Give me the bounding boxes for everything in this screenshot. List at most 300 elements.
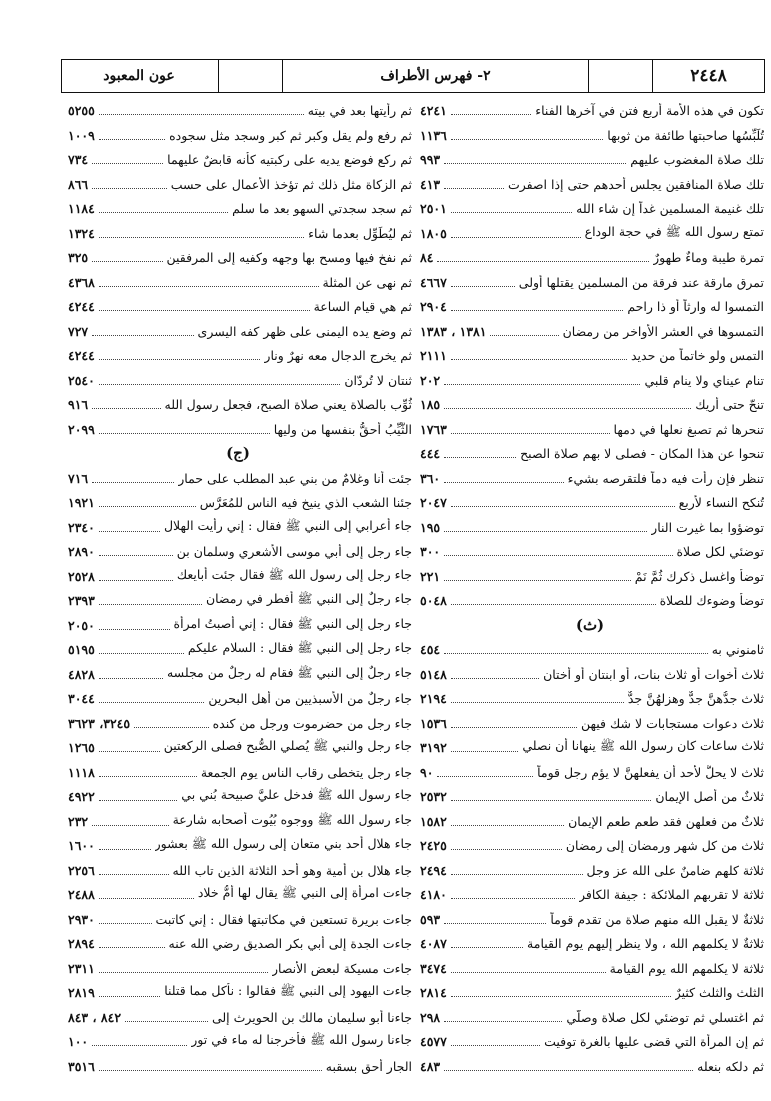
hadith-number: ٣١٩٢: [420, 739, 447, 755]
hadith-number: ٢٥٢٨: [68, 568, 95, 584]
book-title: [60, 60, 218, 92]
index-entry: [420, 1055, 764, 1077]
entry-text: ثلاثة كلهم ضامنٌ على الله عز وجل: [586, 862, 764, 878]
dot-leader: [99, 963, 268, 973]
hadith-number: ١٨٥: [420, 396, 441, 412]
entry-text: ثم اغتسلي ثم توضئي لكل صلاة وصلّي: [566, 1009, 764, 1025]
dot-leader: [92, 252, 162, 262]
dot-leader: [99, 914, 152, 924]
index-entry: [68, 614, 412, 636]
dot-leader: [444, 448, 516, 458]
entry-text: جاءت مسيكة لبعض الأنصار: [271, 960, 412, 976]
dot-leader: [92, 154, 163, 164]
dot-leader: [444, 1061, 693, 1071]
dot-leader: [444, 546, 672, 556]
dot-leader: [451, 424, 610, 434]
index-entry: [68, 663, 412, 685]
entry-text: التمسوا له وارثاً أو ذا راحم: [627, 298, 764, 314]
dot-leader: [444, 522, 647, 532]
dot-leader: [99, 595, 202, 605]
index-entry: [420, 834, 764, 856]
dot-leader: [451, 595, 656, 605]
dot-leader: [99, 669, 163, 679]
entry-text: تُنكح النساء لأربع: [678, 494, 764, 510]
entry-text: ثم الزكاة مثل ذلك ثم تؤخذ الأعمال على حسب: [170, 176, 412, 192]
dot-leader: [490, 326, 558, 336]
dot-leader: [99, 522, 160, 532]
hadith-number: ٤٩٢٢: [68, 788, 95, 804]
entry-text: جاءت الجدة إلى أبي بكر الصديق رضي الله عنه: [168, 935, 412, 951]
hadith-number: ١٨٠٥: [420, 225, 447, 241]
hadith-number: ١١٣٦: [420, 127, 447, 143]
hadith-number: ٢٨١٩: [68, 984, 95, 1000]
entry-text: تنام عيناي ولا ينام قلبي: [644, 372, 764, 388]
entry-text: جاء هلال بن أمية وهو أحد الثلاثة الذين تاب الله: [172, 862, 412, 878]
dot-leader: [451, 938, 523, 948]
hadith-number: ٢٢٥٦: [68, 862, 95, 878]
entry-text: ثلاثٌ من فعلهن فقد طعم طعم الإيمان: [568, 813, 764, 829]
dot-leader: [444, 399, 691, 409]
hadith-number: ٢٩٠٤: [420, 298, 447, 314]
hadith-number: ٢٢١: [420, 568, 441, 584]
index-entry: [68, 516, 412, 538]
entry-text: تلك غنيمة المسلمين غداً إن شاء الله: [576, 200, 764, 216]
dot-leader: [451, 105, 531, 115]
dot-leader: [99, 105, 304, 115]
dot-leader: [451, 816, 564, 826]
entry-text: توضؤوا بما غيرت النار: [651, 519, 764, 535]
index-entry: [68, 981, 412, 1003]
dot-leader: [99, 277, 319, 287]
hadith-number: ٤٨٣: [420, 1058, 441, 1074]
index-entry: [68, 491, 412, 513]
entry-text: تكون في هذه الأمة أربع فتن في آخرها الفناء: [535, 102, 764, 118]
index-entry: [420, 442, 764, 464]
index-entry: [420, 222, 764, 244]
entry-text: تُلَبِّسُها صاحبتها طائفة من ثوبها: [607, 127, 764, 143]
header-spacer: [218, 60, 282, 92]
hadith-number: ٢٣٩٣: [68, 592, 95, 608]
dot-leader: [444, 375, 640, 385]
hadith-number: ٩٠: [420, 764, 434, 780]
hadith-number: ٢٨٩٤: [68, 935, 95, 951]
hadith-number: ٢٤٢٥: [420, 837, 447, 853]
index-entry: [420, 663, 764, 685]
hadith-number: ٧٢٧: [68, 323, 89, 339]
entry-text: ثلاثٌ من أصل الإيمان: [655, 788, 764, 804]
index-entry: [68, 418, 412, 440]
dot-leader: [99, 620, 170, 630]
dot-leader: [92, 816, 168, 826]
hadith-number: ٤٦٦٧: [420, 274, 447, 290]
hadith-number: ٢٨٩٠: [68, 543, 95, 559]
index-entry: [420, 124, 764, 146]
dot-leader: [92, 473, 174, 483]
entry-text: الجار أحق بسقبه: [325, 1058, 412, 1074]
dot-leader: [99, 644, 184, 654]
hadith-number: ٣٤٧٤: [420, 960, 447, 976]
dot-leader: [451, 865, 583, 875]
hadith-number: ٢١٩٤: [420, 690, 447, 706]
hadith-number: ١٥٨٢: [420, 813, 447, 829]
hadith-number: ٥١٤٨: [420, 666, 447, 682]
index-entry: [68, 1055, 412, 1077]
entry-text: جاء رجل إلى أبي موسى الأشعري وسلمان بن: [176, 543, 412, 559]
dot-leader: [451, 791, 651, 801]
entry-text: جاء رجلٌ إلى النبي ﷺ أفطر في رمضان: [205, 590, 412, 606]
entry-text: جاء رجل إلى النبي ﷺ فقال : إني أصبتُ امرأة: [173, 615, 412, 631]
hadith-number: ٤٢٤١: [420, 102, 447, 118]
index-entry: [420, 344, 764, 366]
entry-text: تمرق مارقة عند فرقة من المسلمين يقتلها أولى: [518, 274, 764, 290]
index-entry: [68, 712, 412, 734]
index-columns: [62, 99, 766, 1084]
entry-text: جاء رجلٌ إلى النبي ﷺ فقام له رجلٌ من مجلسه: [166, 664, 412, 680]
index-entry: [68, 908, 412, 930]
hadith-number: ٨٤٢ ، ٨٤٣: [68, 1009, 122, 1025]
entry-text: تنظر فإن رأت فيه دماً فلتقرصه بشيء: [567, 470, 764, 486]
hadith-number: ٤٠٨٧: [420, 935, 447, 951]
hadith-number: ٤٨٢٨: [68, 666, 95, 682]
index-entry: [420, 932, 764, 954]
entry-text: جئنا الشعب الذي ينيخ فيه الناس للمُعَرَّس: [199, 494, 412, 510]
index-entry: [420, 418, 764, 440]
entry-text: ثم سجد سجدتي السهو بعد ما سلم: [232, 200, 412, 216]
entry-text: تمتع رسول الله ﷺ في حجة الوداع: [584, 223, 764, 239]
index-entry: [420, 1030, 764, 1052]
entry-text: جاء رجل من حضرموت ورجل من كنده: [212, 715, 412, 731]
dot-leader: [99, 546, 173, 556]
dot-leader: [451, 987, 671, 997]
entry-text: توضأ وضوءك للصلاة: [659, 592, 764, 608]
dot-leader: [99, 889, 194, 899]
hadith-number: ١٧٦٣: [420, 421, 447, 437]
entry-text: تمرة طيبة وماءٌ طهورٌ: [653, 249, 764, 265]
entry-text: ثُوِّب بالصلاة يعني صلاة الصبح، فجعل رسول الله: [164, 396, 412, 412]
entry-text: جاء أعرابي إلى النبي ﷺ فقال : إني رأيت الهلال: [163, 517, 412, 533]
index-entry: [420, 467, 764, 489]
entry-text: ثم إن المرأة التي قضى عليها بالغرة توفيت: [544, 1033, 764, 1049]
hadith-number: ٤٥٤: [420, 641, 441, 657]
hadith-number: ٨٤: [420, 249, 434, 265]
hadith-number: ١٥٣٦: [420, 715, 447, 731]
dot-leader: [451, 669, 539, 679]
dot-leader: [92, 399, 160, 409]
entry-text: التمسوها في العشر الأواخر من رمضان: [562, 323, 764, 339]
dot-leader: [451, 840, 562, 850]
entry-text: جاءت امرأة إلى النبي ﷺ يقال لها أمُّ خلاد: [197, 884, 412, 900]
entry-text: ثلاث من كل شهر ورمضان إلى رمضان: [565, 837, 764, 853]
index-entry: [68, 320, 412, 342]
dot-leader: [451, 693, 624, 703]
entry-text: تلك صلاة المنافقين يجلس أحدهم حتى إذا اصفرت: [507, 176, 764, 192]
hadith-number: ٢٩٨: [420, 1009, 441, 1025]
index-entry: [420, 295, 764, 317]
hadith-number: ٢٠٤٧: [420, 494, 447, 510]
hadith-number: ٣٥١٦: [68, 1058, 95, 1074]
index-entry: [420, 908, 764, 930]
index-entry: [68, 246, 412, 268]
hadith-number: ٨٦٦: [68, 176, 89, 192]
entry-text: ثم نهى عن المثلة: [322, 274, 412, 290]
entry-text: تنحرها ثم تصبغ نعلها في دمها: [613, 421, 764, 437]
dot-leader: [444, 644, 708, 654]
entry-text: جاء رجل والنبي ﷺ يُصلي الصُّبح فصلى الركعتين: [163, 737, 412, 753]
entry-text: جاء رجلٌ من الأسبذيين من أهل البحرين: [208, 690, 412, 706]
index-entry: [68, 467, 412, 489]
dot-leader: [99, 1061, 322, 1071]
entry-text: ثم رأيتها بعد في بيته: [307, 102, 412, 118]
index-entry: [68, 1006, 412, 1028]
entry-text: تنحوا عن هذا المكان - فصلى لا بهم صلاة الصبح: [520, 445, 764, 461]
entry-text: جاءنا أبو سليمان مالك بن الحويرث إلى: [211, 1009, 412, 1025]
section-letter-heading: (ج): [226, 444, 250, 462]
hadith-number: ٤٥٧٧: [420, 1033, 447, 1049]
dot-leader: [134, 718, 209, 728]
index-entry: [68, 638, 412, 660]
hadith-number: ٢٠٥٠: [68, 617, 95, 633]
hadith-number: ٢٣١١: [68, 960, 95, 976]
hadith-number: ٣٠٠: [420, 543, 441, 559]
dot-leader: [99, 301, 310, 311]
dot-leader: [451, 350, 627, 360]
dot-leader: [451, 963, 606, 973]
hadith-number: ١٠٠٩: [68, 127, 95, 143]
dot-leader: [451, 203, 572, 213]
index-entry: [68, 148, 412, 170]
index-entry: [420, 173, 764, 195]
index-entry: [68, 197, 412, 219]
hadith-number: ٢٠٩٩: [68, 421, 95, 437]
index-entry: [68, 883, 412, 905]
hadith-number: ١١٨٤: [68, 200, 95, 216]
hadith-number: ٥١٩٥: [68, 641, 95, 657]
index-entry: [420, 810, 764, 832]
hadith-number: ٤٢٤٤: [68, 347, 95, 363]
index-entry: [68, 736, 412, 758]
dot-leader: [451, 1036, 540, 1046]
dot-leader: [92, 326, 193, 336]
entry-text: ثم ليُطَوِّل بعدما شاء: [308, 225, 412, 241]
dot-leader: [99, 130, 165, 140]
dot-leader: [451, 742, 518, 752]
hadith-number: ٢١١١: [420, 347, 447, 363]
dot-leader: [99, 350, 261, 360]
page-number: [652, 60, 764, 92]
hadith-number: ٩٩٣: [420, 151, 441, 167]
hadith-number: ٢٠٢: [420, 372, 441, 388]
entry-text: تنحّ حتى أريك: [695, 396, 764, 412]
index-entry: [68, 810, 412, 832]
entry-text: تلك صلاة المغضوب عليهم: [630, 151, 764, 167]
entry-text: ثلاث لا يحلُّ لأحد أن يفعلهنَّ لا يؤم رجل قوماً: [537, 764, 764, 780]
entry-text: ثامنوني به: [711, 641, 764, 657]
index-entry: [420, 981, 764, 1003]
index-entry: [420, 369, 764, 391]
entry-text: ثم نفخ فيها ومسح بها وجهه وكفيه إلى المرفقين: [166, 249, 412, 265]
hadith-number: ٥٩٣: [420, 911, 441, 927]
index-entry: [420, 197, 764, 219]
hadith-number: ٩١٦: [68, 396, 89, 412]
dot-leader: [99, 791, 177, 801]
hadith-number: ٤٤٤: [420, 445, 441, 461]
index-entry: [420, 589, 764, 611]
index-entry: [68, 222, 412, 244]
index-entry: [68, 785, 412, 807]
dot-leader: [99, 767, 197, 777]
entry-text: ثم رفع ولم يقل وكبر ثم كبر وسجد مثل سجوده: [169, 127, 412, 143]
dot-leader: [125, 1012, 208, 1022]
entry-text: جاء رجل إلى رسول الله ﷺ فقال جئت أبايعك: [176, 566, 412, 582]
index-entry: [420, 687, 764, 709]
hadith-number: ١٩٥: [420, 519, 441, 535]
dot-leader: [451, 130, 603, 140]
hadith-number: ٣٢٤٥، ٣٦٢٣: [68, 715, 131, 731]
index-entry: [420, 565, 764, 587]
entry-text: التمس ولو خاتماً من حديد: [630, 347, 764, 363]
dot-leader: [444, 154, 626, 164]
index-entry: [420, 761, 764, 783]
section-title-text: ٢- فهرس الأطراف: [380, 68, 491, 84]
index-entry: [68, 687, 412, 709]
index-entry: [68, 1030, 412, 1052]
entry-text: ثلاثةٌ لا يكلمهم الله ، ولا ينظر إليهم يوم القيامة: [527, 935, 764, 951]
entry-text: ثم يخرج الدجال معه نهرٌ ونار: [264, 347, 412, 363]
index-entry: [68, 540, 412, 562]
entry-text: ثلاث جدُّهنَّ جدٌّ وهزلهُنَّ جدٌّ: [627, 690, 764, 706]
index-entry: [68, 99, 412, 121]
index-entry: [420, 785, 764, 807]
index-entry: [420, 246, 764, 268]
dot-leader: [99, 375, 340, 385]
entry-text: جاءت اليهود إلى النبي ﷺ فقالوا : نأكل مما قتلنا: [164, 982, 412, 998]
index-entry: [420, 491, 764, 513]
hadith-number: ٥٢٥٥: [68, 102, 95, 118]
index-entry: [420, 148, 764, 170]
dot-leader: [444, 473, 563, 483]
index-entry: [68, 859, 412, 881]
index-entry: [420, 883, 764, 905]
index-entry: [68, 565, 412, 587]
entry-text: جاء رسول الله ﷺ ووجوه بُيُوت أصحابه شارعة: [172, 811, 412, 827]
dot-leader: [451, 718, 577, 728]
index-entry: [420, 320, 764, 342]
hadith-number: ٢٥٠١: [420, 200, 447, 216]
dot-leader: [99, 203, 228, 213]
entry-text: ثم هي قيام الساعة: [313, 298, 412, 314]
entry-text: الثَّيِّبُ أحقُّ بنفسها من وليها: [273, 421, 412, 437]
entry-text: ثلاث أخوات أو ثلاث بنات، أو ابنتان أو أختان: [543, 666, 764, 682]
dot-leader: [99, 497, 196, 507]
entry-text: توضئي لكل صلاة: [676, 543, 764, 559]
index-entry: [420, 736, 764, 758]
dot-leader: [444, 179, 504, 189]
dot-leader: [99, 693, 205, 703]
hadith-number: ٢٣٤٠: [68, 519, 95, 535]
entry-text: ثلاثة لا يكلمهم الله يوم القيامة: [609, 960, 764, 976]
section-title: [282, 60, 588, 92]
entry-text: جئت أنا وغلامٌ من بني عبد المطلب على حمار: [178, 470, 412, 486]
hadith-number: ٣٦٠: [420, 470, 441, 486]
index-entry: [420, 859, 764, 881]
left-column: [62, 99, 414, 1084]
page-header: [61, 59, 765, 93]
book-title-text: عون المعبود: [103, 68, 175, 84]
index-entry: [68, 124, 412, 146]
index-entry: [420, 712, 764, 734]
dot-leader: [92, 179, 167, 189]
index-entry: [68, 761, 412, 783]
hadith-number: ١١١٨: [68, 764, 95, 780]
entry-text: جاء هلال أحد بني متعان إلى رسول الله ﷺ بعشور: [154, 835, 412, 851]
hadith-number: ٣٢٥: [68, 249, 89, 265]
index-entry: [420, 99, 764, 121]
hadith-number: ٤١٣: [420, 176, 441, 192]
dot-leader: [444, 571, 631, 581]
entry-text: جاءت بريرة تستعين في مكاتبتها فقال : إني كاتبت: [155, 911, 412, 927]
page-number-text: ٢٤٤٨: [690, 66, 727, 86]
hadith-number: ٢٨١٤: [420, 984, 447, 1000]
index-entry: [420, 638, 764, 660]
hadith-number: ١٦٠٠: [68, 837, 95, 853]
hadith-number: ٢٤٨٨: [68, 886, 95, 902]
right-column: [414, 99, 766, 1084]
hadith-number: ٤٣٦٨: [68, 274, 95, 290]
hadith-number: ٣٠٤٤: [68, 690, 95, 706]
entry-text: جاء رجل يتخطى رقاب الناس يوم الجمعة: [200, 764, 412, 780]
dot-leader: [99, 987, 160, 997]
hadith-number: ١٣٨١ ، ١٣٨٣: [420, 323, 487, 339]
index-entry: [420, 1006, 764, 1028]
dot-leader: [444, 914, 546, 924]
dot-leader: [451, 277, 515, 287]
entry-text: توضأ واغسل ذكرك ثُمَّ نَمْ: [634, 568, 764, 584]
entry-text: ثم وضع يده اليمنى على ظهر كفه اليسرى: [197, 323, 412, 339]
hadith-number: ٥٠٤٨: [420, 592, 447, 608]
dot-leader: [99, 424, 270, 434]
entry-text: ثم دلكه بنعله: [697, 1058, 764, 1074]
section-letter-heading: (ث): [575, 616, 605, 634]
hadith-number: ١٢٦٥: [68, 739, 95, 755]
index-entry: [420, 393, 764, 415]
hadith-number: ١٣٢٤: [68, 225, 95, 241]
hadith-number: ٤١٨٠: [420, 886, 447, 902]
dot-leader: [99, 742, 160, 752]
hadith-number: ٢٤٩٤: [420, 862, 447, 878]
entry-text: ثلاثة لا تقربهم الملائكة : جيفة الكافر: [579, 886, 764, 902]
entry-text: جاء رجل إلى النبي ﷺ فقال : السلام عليكم: [187, 639, 412, 655]
dot-leader: [99, 571, 173, 581]
hadith-number: ٤٢٤٤: [68, 298, 95, 314]
index-entry: [68, 271, 412, 293]
hadith-number: ٧٣٤: [68, 151, 89, 167]
entry-text: الثلث والثلث كثيرٌ: [674, 984, 764, 1000]
entry-text: ثنتان لا تُردّان: [344, 372, 412, 388]
entry-text: ثم ركع فوضع يديه على ركبتيه كأنه قابضٌ عليهما: [167, 151, 412, 167]
index-entry: [420, 957, 764, 979]
index-entry: [68, 173, 412, 195]
hadith-number: ٢٩٣٠: [68, 911, 95, 927]
index-entry: [68, 344, 412, 366]
hadith-number: ٢٥٤٠: [68, 372, 95, 388]
dot-leader: [437, 767, 533, 777]
index-entry: [420, 516, 764, 538]
hadith-number: ١٠٠: [68, 1033, 89, 1049]
index-entry: [68, 295, 412, 317]
index-entry: [68, 369, 412, 391]
dot-leader: [451, 301, 623, 311]
hadith-number: ٢٥٣٢: [420, 788, 447, 804]
